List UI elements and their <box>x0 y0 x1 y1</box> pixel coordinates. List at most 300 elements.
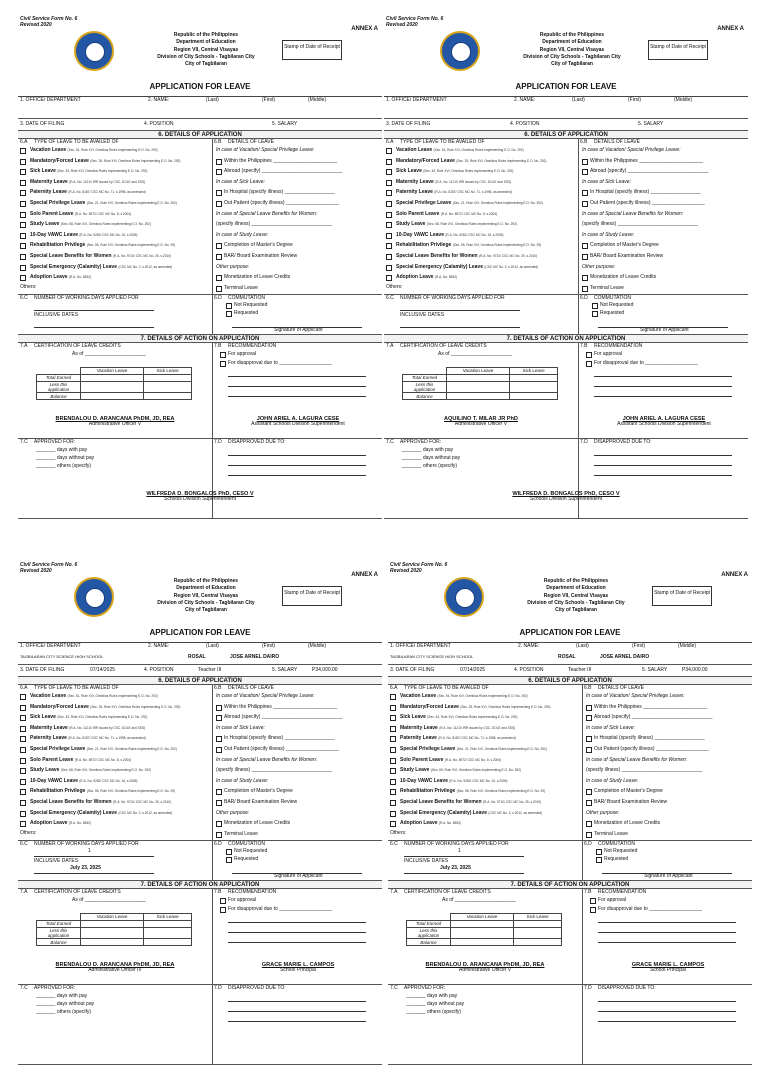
leave-detail-checkbox[interactable] <box>586 789 592 795</box>
s6c-label: 6.C <box>20 295 28 301</box>
leave-type-checkbox[interactable] <box>20 694 26 700</box>
section-7cd <box>384 439 748 519</box>
leave-type-checkbox[interactable] <box>386 254 392 260</box>
for-approval-checkbox[interactable] <box>590 898 596 904</box>
not-requested-checkbox[interactable] <box>226 849 232 855</box>
leave-type-checkbox[interactable] <box>20 747 26 753</box>
leave-detail-option[interactable] <box>580 253 748 264</box>
leave-type-item[interactable] <box>18 725 212 736</box>
leave-detail-option[interactable] <box>584 735 752 746</box>
leave-detail-text: In Hospital (specify illness) __________________ <box>224 189 335 196</box>
position-value[interactable]: Teacher III <box>568 667 592 673</box>
leave-detail-heading <box>214 725 382 736</box>
office-value[interactable]: TAGBILARAN CITY SCIENCE HIGH SCHOOL <box>20 654 104 659</box>
leave-type-name: Sick Leave <box>396 168 422 175</box>
divider <box>212 343 213 439</box>
not-requested-checkbox[interactable] <box>596 849 602 855</box>
leave-form-3 <box>18 560 382 1072</box>
others-row: Others: <box>20 829 37 836</box>
leave-detail-checkbox[interactable] <box>586 747 592 753</box>
leave-type-checkbox[interactable] <box>390 758 396 764</box>
leave-type-item[interactable] <box>384 200 578 211</box>
vacation-less-cell[interactable] <box>451 928 514 939</box>
leave-detail-option[interactable] <box>580 189 748 200</box>
leave-type-checkbox[interactable] <box>390 715 396 721</box>
leave-type-checkbox[interactable] <box>20 222 26 228</box>
sick-less-cell[interactable] <box>510 382 558 393</box>
salary-value[interactable]: P34,000.00 <box>682 667 708 673</box>
requested-checkbox[interactable] <box>592 311 598 317</box>
s7d-title: DISAPPROVED DUE TO: <box>228 439 286 445</box>
stamp-box: Stamp of Date of Receipt <box>282 586 342 606</box>
last-name-value[interactable]: ROSAL <box>188 654 206 660</box>
leave-type-reference: (Sec. 51, Rule XVI, Omnibus Rules Implementing E.O. No. 292) <box>67 148 158 152</box>
first-name-value[interactable]: JOSE ARNEL DAIRO <box>230 654 280 660</box>
table-row <box>37 921 192 928</box>
leave-detail-text: (specify illness) _____________________________ <box>216 221 333 228</box>
leave-detail-checkbox[interactable] <box>216 747 222 753</box>
requested-checkbox[interactable] <box>226 311 232 317</box>
leave-type-item[interactable] <box>18 704 212 715</box>
leave-type-name: Vacation Leave <box>396 147 433 153</box>
leave-detail-option[interactable] <box>584 788 752 799</box>
office-value[interactable]: TAGBILARAN CITY SCIENCE HIGH SCHOOL <box>390 654 474 659</box>
leave-type-name: Study Leave <box>30 221 60 228</box>
leave-detail-option[interactable] <box>580 158 748 169</box>
leave-detail-text: In case of Special Leave Benefits for Women: <box>586 756 688 763</box>
form-number: Civil Service Form No. 6 Revised 2020 <box>20 562 78 574</box>
leave-detail-checkbox[interactable] <box>216 821 222 827</box>
sick-total-cell[interactable] <box>510 375 558 382</box>
divider <box>582 841 583 881</box>
leave-type-item[interactable] <box>384 147 578 158</box>
leave-detail-option[interactable] <box>214 820 382 831</box>
leave-detail-option[interactable] <box>584 820 752 831</box>
leave-detail-checkbox[interactable] <box>586 715 592 721</box>
days-without-pay: _______ days without pay <box>36 1001 95 1007</box>
leave-type-checkbox[interactable] <box>20 715 26 721</box>
leave-type-item[interactable] <box>18 158 212 169</box>
leave-detail-checkbox[interactable] <box>216 800 222 806</box>
leave-type-checkbox[interactable] <box>20 169 26 175</box>
sick-total-cell[interactable] <box>144 921 192 928</box>
leave-type-item[interactable] <box>384 168 578 179</box>
leave-detail-checkbox[interactable] <box>216 736 222 742</box>
not-requested-checkbox[interactable] <box>226 303 232 309</box>
for-approval-checkbox[interactable] <box>220 898 226 904</box>
table-row <box>403 375 558 382</box>
leave-type-checkbox[interactable] <box>386 148 392 154</box>
requested-checkbox[interactable] <box>596 857 602 863</box>
leave-detail-option[interactable] <box>214 788 382 799</box>
leave-type-item[interactable] <box>18 274 212 285</box>
leave-detail-checkbox[interactable] <box>216 169 222 175</box>
section-7-header: 7. DETAILS OF ACTION ON APPLICATION <box>388 881 752 889</box>
first-name-value[interactable]: JOSE ARNEL DAIRO <box>600 654 650 660</box>
sick-balance-cell[interactable] <box>514 939 562 946</box>
leave-type-checkbox[interactable] <box>20 705 26 711</box>
leave-type-name: Adoption Leave <box>30 274 68 281</box>
leave-type-item[interactable] <box>388 714 582 725</box>
leave-type-item[interactable] <box>18 221 212 232</box>
leave-detail-option[interactable] <box>214 714 382 725</box>
leave-type-item[interactable] <box>18 810 212 821</box>
leave-type-checkbox[interactable] <box>20 243 26 249</box>
leave-detail-text: Within the Philippines _______________________ <box>224 157 338 164</box>
leave-type-item[interactable] <box>388 757 582 768</box>
vacation-balance-cell[interactable] <box>451 939 514 946</box>
vacation-balance-cell[interactable] <box>81 939 144 946</box>
first-label: (First) <box>628 97 642 103</box>
leave-type-checkbox[interactable] <box>390 736 396 742</box>
leave-detail-checkbox[interactable] <box>582 243 588 249</box>
leave-detail-checkbox[interactable] <box>216 275 222 281</box>
approving-officer-title: Schools Division Superintendent <box>530 496 602 503</box>
working-days-value[interactable]: 1 <box>88 848 91 854</box>
leave-detail-heading <box>214 693 382 704</box>
leave-type-checkbox[interactable] <box>390 811 396 817</box>
leave-detail-option[interactable] <box>580 200 748 211</box>
leave-detail-checkbox[interactable] <box>582 201 588 207</box>
leave-detail-text: (specify illness) _____________________________ <box>582 221 699 228</box>
leave-type-checkbox[interactable] <box>386 222 392 228</box>
leave-detail-option[interactable] <box>214 285 382 296</box>
leave-detail-checkbox[interactable] <box>216 286 222 292</box>
leave-type-checkbox[interactable] <box>20 821 26 827</box>
section-6cd <box>388 841 752 881</box>
leave-detail-option[interactable] <box>584 746 752 757</box>
vacation-balance-cell[interactable] <box>447 393 510 400</box>
leave-type-checkbox[interactable] <box>386 243 392 249</box>
salary-value[interactable]: P34,000.00 <box>312 667 338 673</box>
leave-type-checkbox[interactable] <box>20 180 26 186</box>
leave-type-reference: (R.A. No. 11210 IRR issued by CSC, DOLE and SSS) <box>439 725 516 730</box>
leave-type-checkbox[interactable] <box>20 789 26 795</box>
section-7ab <box>18 343 382 439</box>
date-filing-value[interactable]: 07/14/2025 <box>90 667 116 673</box>
leave-detail-option[interactable] <box>214 746 382 757</box>
leave-detail-option[interactable] <box>214 189 382 200</box>
leave-detail-option[interactable] <box>214 253 382 264</box>
signature-label: Signature of Applicant <box>640 327 689 333</box>
leave-type-item[interactable] <box>18 253 212 264</box>
leave-type-checkbox[interactable] <box>386 265 392 271</box>
leave-type-checkbox[interactable] <box>386 233 392 239</box>
leave-detail-checkbox[interactable] <box>586 821 592 827</box>
leave-detail-checkbox[interactable] <box>216 159 222 165</box>
leave-detail-checkbox[interactable] <box>586 832 592 838</box>
leave-type-item[interactable] <box>388 810 582 821</box>
leave-type-item[interactable] <box>18 179 212 190</box>
deped-seal-icon <box>74 31 114 71</box>
leave-detail-option[interactable] <box>580 285 748 296</box>
s7b-label: 7.B <box>214 889 222 895</box>
leave-type-checkbox[interactable] <box>20 779 26 785</box>
leave-detail-checkbox[interactable] <box>216 705 222 711</box>
leave-type-checkbox[interactable] <box>20 811 26 817</box>
leave-detail-checkbox[interactable] <box>586 736 592 742</box>
leave-type-item[interactable] <box>388 820 582 831</box>
leave-type-item[interactable] <box>18 799 212 810</box>
inclusive-dates-value[interactable]: July 23, 2025 <box>70 865 101 871</box>
leave-type-reference: (Sec. 55, Rule XVI, Omnibus Rules Implementing E.O. No. 29) <box>456 789 546 794</box>
vacation-balance-cell[interactable] <box>81 393 144 400</box>
leave-type-reference: (Sec. 21, Rule XVI, Omnibus Rules Implementing E.O. No. 292) <box>456 746 547 751</box>
leave-detail-option[interactable] <box>214 242 382 253</box>
leave-detail-checkbox[interactable] <box>582 159 588 165</box>
leave-type-checkbox[interactable] <box>386 201 392 207</box>
section-6cd <box>18 295 382 335</box>
leave-type-checkbox[interactable] <box>20 212 26 218</box>
salary-label: 5. SALARY <box>638 121 664 127</box>
leave-type-checkbox[interactable] <box>20 800 26 806</box>
leave-type-checkbox[interactable] <box>386 159 392 165</box>
section-6ab <box>18 139 382 295</box>
leave-type-item[interactable] <box>18 147 212 158</box>
leave-type-item[interactable] <box>384 253 578 264</box>
leave-detail-checkbox[interactable] <box>582 190 588 196</box>
last-label: (Last) <box>576 643 589 649</box>
leave-type-checkbox[interactable] <box>20 233 26 239</box>
leave-type-item[interactable] <box>384 274 578 285</box>
vacation-total-cell[interactable] <box>451 921 514 928</box>
leave-detail-option[interactable] <box>214 799 382 810</box>
leave-type-reference: (R.A. No. 11210 IRR issued by CSC, DOLE and SSS) <box>69 725 146 730</box>
leave-type-item[interactable] <box>388 799 582 810</box>
leave-type-checkbox[interactable] <box>390 705 396 711</box>
last-name-value[interactable]: ROSAL <box>558 654 576 660</box>
s6a-heading: 6.A TYPE OF LEAVE TO BE AVAILED OF <box>390 685 489 691</box>
leave-type-item[interactable] <box>18 693 212 704</box>
leave-type-item[interactable] <box>388 778 582 789</box>
inclusive-dates-value[interactable]: July 23, 2025 <box>440 865 471 871</box>
position-value[interactable]: Teacher III <box>198 667 222 673</box>
leave-type-item[interactable] <box>384 221 578 232</box>
leave-type-checkbox[interactable] <box>20 758 26 764</box>
leave-type-checkbox[interactable] <box>20 265 26 271</box>
leave-type-name: Rehabilitation Privilege <box>396 242 452 249</box>
leave-type-checkbox[interactable] <box>390 800 396 806</box>
s7b-label: 7.B <box>584 889 592 895</box>
leave-type-reference: (Sec. 55, Rule XVI, Omnibus Rules Implementing E.O. No. 29) <box>86 789 176 794</box>
leave-type-name: Adoption Leave <box>30 820 68 827</box>
leave-type-checkbox[interactable] <box>386 212 392 218</box>
leave-type-checkbox[interactable] <box>20 190 26 196</box>
leave-type-checkbox[interactable] <box>390 779 396 785</box>
leave-detail-checkbox[interactable] <box>216 190 222 196</box>
leave-type-checkbox[interactable] <box>390 768 396 774</box>
leave-type-item[interactable] <box>18 735 212 746</box>
leave-detail-checkbox[interactable] <box>586 800 592 806</box>
leave-detail-text: In case of Study Leave: <box>586 777 639 784</box>
leave-type-checkbox[interactable] <box>390 726 396 732</box>
s7a-label: 7.A <box>390 889 398 895</box>
sick-balance-cell[interactable] <box>510 393 558 400</box>
leave-type-item[interactable] <box>18 714 212 725</box>
leave-type-item[interactable] <box>388 788 582 799</box>
leave-type-item[interactable] <box>388 746 582 757</box>
leave-type-item[interactable] <box>384 211 578 222</box>
leave-type-item[interactable] <box>18 232 212 243</box>
leave-details-list <box>584 693 752 841</box>
leave-type-item[interactable] <box>18 189 212 200</box>
leave-type-item[interactable] <box>384 189 578 200</box>
vacation-less-cell[interactable] <box>81 928 144 939</box>
leave-type-checkbox[interactable] <box>386 275 392 281</box>
reason-line <box>228 932 366 933</box>
leave-type-item[interactable] <box>388 767 582 778</box>
leave-detail-option[interactable] <box>214 168 382 179</box>
leave-detail-option[interactable] <box>214 735 382 746</box>
leave-type-item[interactable] <box>388 735 582 746</box>
leave-type-name: Maternity Leave <box>400 724 438 731</box>
name-label: 2. NAME: <box>514 97 536 103</box>
date-filing-value[interactable]: 07/14/2025 <box>460 667 486 673</box>
name-label: 2. NAME: <box>518 643 540 649</box>
leave-type-column <box>18 685 212 837</box>
for-approval-checkbox[interactable] <box>220 352 226 358</box>
leave-type-item[interactable] <box>18 820 212 831</box>
leave-detail-checkbox[interactable] <box>582 275 588 281</box>
leave-detail-checkbox[interactable] <box>216 243 222 249</box>
leave-detail-text: BAR/ Board Examination Review <box>594 798 668 805</box>
leave-detail-checkbox[interactable] <box>216 715 222 721</box>
sick-less-cell[interactable] <box>144 382 192 393</box>
for-disapproval-checkbox[interactable] <box>586 361 592 367</box>
sick-balance-cell[interactable] <box>144 939 192 946</box>
leave-detail-option[interactable] <box>580 274 748 285</box>
for-approval-checkbox[interactable] <box>586 352 592 358</box>
section-7-header: 7. DETAILS OF ACTION ON APPLICATION <box>18 335 382 343</box>
leave-type-item[interactable] <box>388 725 582 736</box>
leave-type-name: Special Emergency (Calamity) Leave <box>396 263 483 270</box>
for-disapproval-checkbox[interactable] <box>220 907 226 913</box>
leave-detail-option[interactable] <box>214 831 382 842</box>
vacation-total-cell[interactable] <box>447 375 510 382</box>
leave-type-item[interactable] <box>384 158 578 169</box>
leave-type-checkbox[interactable] <box>20 148 26 154</box>
s7b-title: RECOMMENDATION <box>594 343 643 349</box>
s7a-title: CERTIFICATION OF LEAVE CREDITS <box>34 889 121 895</box>
leave-detail-checkbox[interactable] <box>216 832 222 838</box>
vacation-total-cell[interactable] <box>81 921 144 928</box>
signature-label: Signature of Applicant <box>644 873 693 879</box>
leave-detail-option[interactable] <box>580 242 748 253</box>
leave-detail-option[interactable] <box>584 799 752 810</box>
leave-detail-option[interactable] <box>214 200 382 211</box>
disapproval-line <box>228 455 366 456</box>
requested-checkbox[interactable] <box>226 857 232 863</box>
vacation-less-cell[interactable] <box>447 382 510 393</box>
sick-total-cell[interactable] <box>514 921 562 928</box>
leave-type-checkbox[interactable] <box>20 736 26 742</box>
sick-header: Sick Leave <box>144 368 192 375</box>
leave-type-checkbox[interactable] <box>390 821 396 827</box>
divider <box>578 439 579 519</box>
leave-type-checkbox[interactable] <box>390 694 396 700</box>
leave-type-checkbox[interactable] <box>20 275 26 281</box>
leave-detail-checkbox[interactable] <box>216 201 222 207</box>
leave-type-checkbox[interactable] <box>20 726 26 732</box>
sick-less-cell[interactable] <box>514 928 562 939</box>
leave-detail-checkbox[interactable] <box>586 705 592 711</box>
sick-total-cell[interactable] <box>144 375 192 382</box>
leave-type-item[interactable] <box>18 767 212 778</box>
leave-type-checkbox[interactable] <box>20 159 26 165</box>
leave-detail-checkbox[interactable] <box>216 789 222 795</box>
position-label: 4. POSITION <box>144 667 174 673</box>
leave-type-item[interactable] <box>18 264 212 275</box>
leave-type-checkbox[interactable] <box>386 190 392 196</box>
leave-type-item[interactable] <box>18 200 212 211</box>
leave-detail-option[interactable] <box>584 831 752 842</box>
working-days-value[interactable]: 1 <box>458 848 461 854</box>
leave-type-checkbox[interactable] <box>20 254 26 260</box>
annex-label: ANNEX A <box>721 572 748 578</box>
leave-type-checkbox[interactable] <box>20 768 26 774</box>
leave-type-checkbox[interactable] <box>20 201 26 207</box>
reason-line <box>228 922 366 923</box>
working-days-line <box>34 856 154 857</box>
leave-detail-checkbox[interactable] <box>582 254 588 260</box>
leave-type-item[interactable] <box>18 778 212 789</box>
leave-detail-checkbox[interactable] <box>216 254 222 260</box>
leave-type-item[interactable] <box>384 179 578 190</box>
leave-detail-checkbox[interactable] <box>582 169 588 175</box>
leave-type-item[interactable] <box>18 242 212 253</box>
leave-type-item[interactable] <box>18 168 212 179</box>
vacation-less-cell[interactable] <box>81 382 144 393</box>
leave-type-item[interactable] <box>18 757 212 768</box>
not-requested-checkbox[interactable] <box>592 303 598 309</box>
for-disapproval-checkbox[interactable] <box>590 907 596 913</box>
days-with-pay: _______ days with pay <box>402 447 454 453</box>
vacation-total-cell[interactable] <box>81 375 144 382</box>
leave-type-item[interactable] <box>384 264 578 275</box>
leave-detail-checkbox[interactable] <box>582 286 588 292</box>
sick-balance-cell[interactable] <box>144 393 192 400</box>
leave-type-checkbox[interactable] <box>390 747 396 753</box>
leave-type-checkbox[interactable] <box>386 180 392 186</box>
leave-type-reference: (R.A. No. 8187/ CSC MC No. 71, s.1998, as amended) <box>68 190 146 195</box>
leave-type-checkbox[interactable] <box>390 789 396 795</box>
leave-type-name: Sick Leave <box>30 168 56 175</box>
divider <box>212 685 213 841</box>
not-requested-label: Not Requested <box>234 302 268 308</box>
leave-details-column <box>580 139 748 295</box>
leave-type-item[interactable] <box>388 693 582 704</box>
leave-detail-text: Other purpose: <box>216 809 250 816</box>
leave-type-item[interactable] <box>384 242 578 253</box>
leave-type-item[interactable] <box>18 788 212 799</box>
leave-detail-option[interactable] <box>214 274 382 285</box>
leave-type-item[interactable] <box>388 704 582 715</box>
leave-detail-option[interactable] <box>580 168 748 179</box>
leave-type-item[interactable] <box>18 746 212 757</box>
for-disapproval-checkbox[interactable] <box>220 361 226 367</box>
leave-detail-option[interactable] <box>584 714 752 725</box>
leave-type-item[interactable] <box>18 211 212 222</box>
leave-type-item[interactable] <box>384 232 578 243</box>
sick-less-cell[interactable] <box>144 928 192 939</box>
leave-detail-option[interactable] <box>584 704 752 715</box>
leave-type-checkbox[interactable] <box>386 169 392 175</box>
annex-label: ANNEX A <box>717 26 744 32</box>
for-disapproval-label: For disapproval due to ___________________ <box>228 906 332 912</box>
leave-detail-option[interactable] <box>214 158 382 169</box>
leave-detail-option[interactable] <box>214 704 382 715</box>
leave-type-name: Special Leave Benefits for Women <box>30 798 112 805</box>
